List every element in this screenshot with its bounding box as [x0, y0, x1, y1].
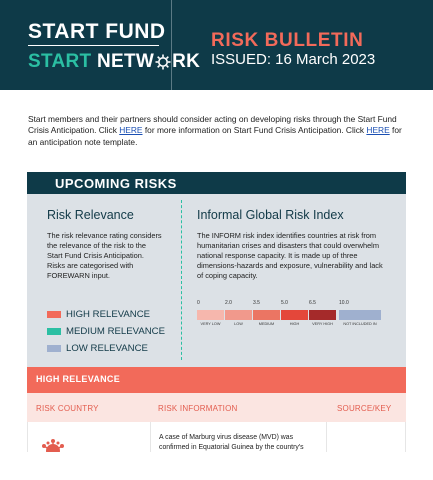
inform-index-title: Informal Global Risk Index — [197, 208, 344, 222]
anticipation-note-template-link[interactable]: HERE — [366, 125, 390, 136]
intro-text-3: for an anticipation note template. — [28, 125, 402, 147]
intro-paragraph — [28, 114, 408, 148]
column-risk-information: RISK INFORMATION — [158, 404, 238, 413]
scale-band-not-included — [339, 310, 381, 320]
scale-band-very-high — [309, 310, 336, 320]
scale-caption: LOW — [234, 322, 243, 326]
legend-swatch-medium — [47, 328, 61, 335]
risk-table-header — [27, 393, 406, 422]
upcoming-risks-bar — [27, 172, 406, 194]
page-bottom-margin — [0, 452, 433, 480]
column-divider — [326, 422, 327, 452]
legend-label-medium: MEDIUM RELEVANCE — [66, 326, 165, 337]
legend-label-high: HIGH RELEVANCE — [66, 309, 151, 320]
scale-caption: NOT INCLUDED IN — [343, 322, 377, 326]
scale-caption: VERY LOW — [200, 322, 221, 326]
inform-scale — [197, 300, 381, 334]
brand-start-word: START — [28, 51, 92, 72]
column-risk-country: RISK COUNTRY — [36, 404, 99, 413]
scale-band-very-low — [197, 310, 224, 320]
upcoming-risks-title: UPCOMING RISKS — [55, 176, 177, 191]
brand-start-fund: START FUND — [28, 20, 166, 43]
column-divider — [150, 422, 151, 452]
brand-start-network — [28, 51, 200, 76]
risk-relevance-title: Risk Relevance — [47, 208, 134, 222]
scale-caption: HIGH — [289, 322, 300, 326]
high-relevance-bar — [27, 367, 406, 393]
table-row — [27, 422, 406, 452]
brand-network-word-b: RK — [172, 51, 201, 72]
scale-band-high — [281, 310, 308, 320]
header-separator — [171, 0, 172, 90]
high-relevance-title: HIGH RELEVANCE — [36, 374, 121, 384]
intro-text-2: for more information on Start Fund Crisis Anticipation. Click — [142, 125, 367, 136]
brand-network-word-a: NETW — [91, 51, 155, 72]
scale-caption: VERY HIGH — [312, 322, 333, 326]
legend-medium-relevance — [47, 326, 187, 338]
legend-high-relevance — [47, 309, 187, 321]
scale-tick: 0 — [197, 300, 200, 306]
scale-tick: 3.5 — [253, 300, 260, 306]
scale-tick: 2.0 — [225, 300, 232, 306]
header — [0, 0, 433, 90]
page-title: RISK BULLETIN — [211, 30, 364, 51]
crisis-anticipation-info-link[interactable]: HERE — [119, 125, 143, 136]
scale-band-medium — [253, 310, 280, 320]
risk-information-text: A case of Marburg virus disease (MVD) was confirmed in Equatorial Guinea by the country's — [159, 434, 304, 451]
inform-index-text: The INFORM risk index identifies countries at risk from humanitarian crises and disasters that could overwhelm national response capacity. It is made up of three dimensions-hazards and exposure, vulnerability and lack of coping capacity. — [197, 231, 383, 280]
scale-band-low — [225, 310, 252, 320]
scale-caption: MEDIUM — [258, 322, 275, 326]
legend-low-relevance — [47, 343, 187, 355]
scale-tick: 6.5 — [309, 300, 316, 306]
brand-divider — [28, 45, 159, 46]
scale-tick: 10.0 — [339, 300, 349, 306]
network-gear-icon — [155, 54, 171, 76]
scale-tick: 5.0 — [281, 300, 288, 306]
legend-swatch-low — [47, 345, 61, 352]
legend-label-low: LOW RELEVANCE — [66, 343, 148, 354]
legend-swatch-high — [47, 311, 61, 318]
column-source-key: SOURCE/KEY — [337, 404, 392, 413]
issued-date: ISSUED: 16 March 2023 — [211, 51, 376, 68]
risk-relevance-text: The risk relevance rating considers the relevance of the risk to the Start Fund Crisis Anticipation. Risks are categorised with FOREWARN input. — [47, 231, 162, 280]
intro-text-1: Start members and their partners should consider acting on developing risks through the Start Fund Crisis Anticipation. Click — [28, 114, 397, 136]
